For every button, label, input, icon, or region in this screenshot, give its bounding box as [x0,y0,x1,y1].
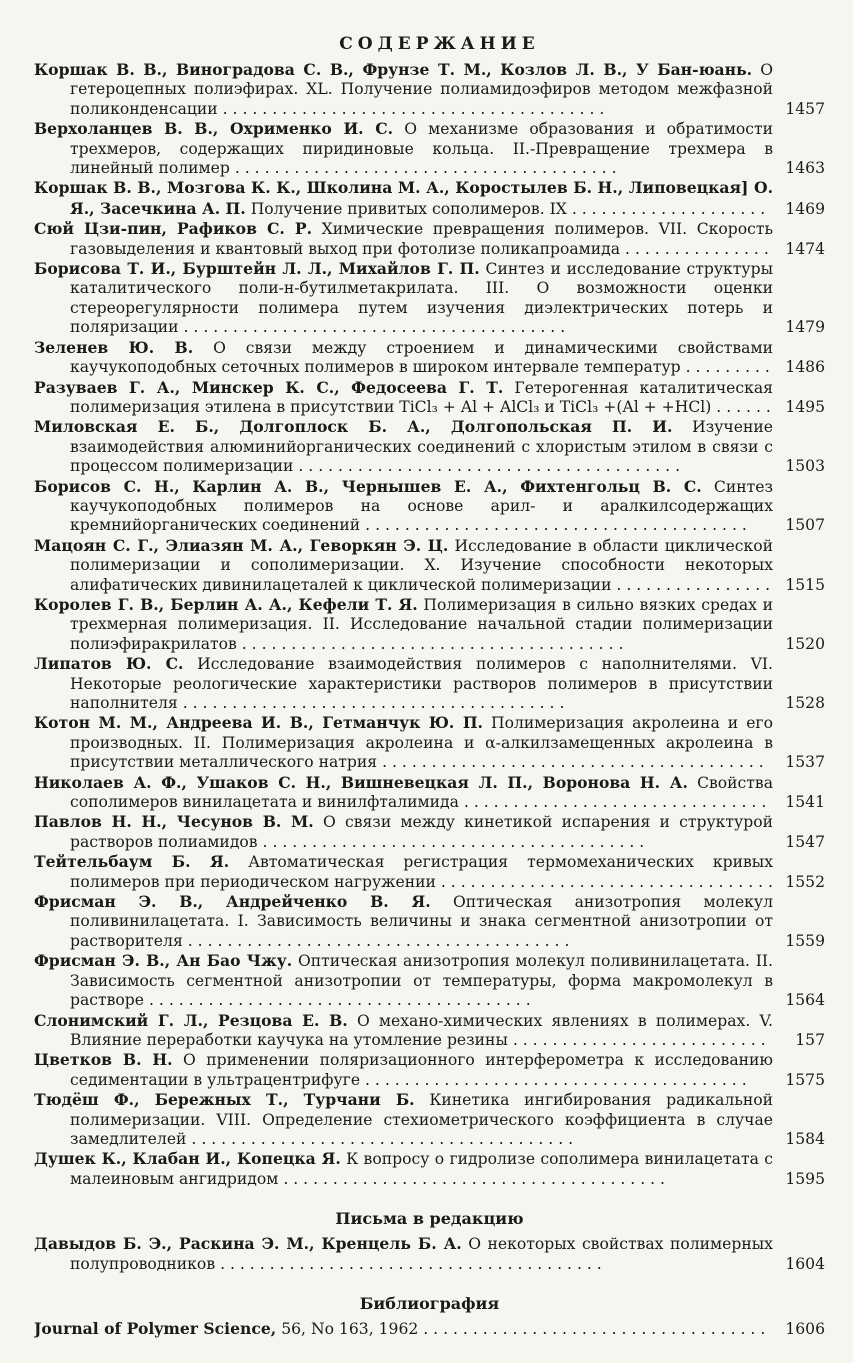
entry-page-number: 1541 [785,793,825,812]
leader-dots: . . . . . . . . . . . . . . . . . . . . . . . . . . . . . . . . . . . . . . . [360,1070,747,1089]
entry-page-number: 1479 [785,318,825,337]
leader-dots: . . . . . . . . . . . . . . . . . . . . . . . . . . . . . . . . . . . . . . . [360,516,747,535]
entry-authors: Николаев А. Ф., Ушаков С. Н., Вишневецкая Л. П., Воронова Н. А. [34,772,688,792]
entry-page-number: 1469 [785,199,825,218]
toc-entry [34,417,825,476]
entry-page-number: 1528 [785,694,825,712]
entry-title: Свойства сополимеров винилацетата и винилфталимида [70,773,773,812]
entry-title: Получение привитых сополимеров. IX [250,199,567,218]
leader-dots: . . . . . . . . . . . . . . . . . . . . . . . . . . . . . . . [458,793,767,812]
entry-title: О связи между строением и динамическими свойствами каучукоподобных сеточных полимеров в широком интервале температур [70,338,773,377]
entry-page-number: 1520 [785,634,825,653]
entry-page-number: 1507 [785,516,825,535]
entry-authors: Зеленев Ю. В. [34,337,194,357]
entry-page-number: 1486 [785,358,825,377]
toc-entry [34,852,825,892]
entry-authors: Коршак В. В., Мозгова К. К., Школина М. А., Коростылев Б. Н., Липовецкая] О. Я., Засечкина А. П. [34,178,773,218]
entry-title: Полимеризация в сильно вязких средах и трехмерная полимеризация. II. Исследование начальной стадии полимеризации полиэфиракрилатов [70,595,773,653]
entry-title: Оптическая анизотропия молекул поливинилацетата. II. Зависимость сегментной анизотропии от температуры, форма макромолекул в растворе [70,952,773,1010]
toc-entry [34,1234,825,1274]
entry-title: Исследование в области циклической полимеризации и сополимеризации. X. Изучение способности некоторых алифатических дивинилацеталей к циклической полимеризации [70,536,773,594]
bibliography-heading: Библиография [359,1293,500,1313]
leader-dots: . . . . . . . . . . . . . . . . . . . . . . . . . . [507,1030,766,1049]
entry-authors: Разуваев Г. А., Минскер К. С., Федосеева Г. Т. [34,377,504,397]
entry-authors: Борисова Т. И., Бурштейн Л. Л., Михайлов Г. П. [34,259,480,279]
entry-page-number: 1575 [785,1070,825,1089]
entry-page-number: 1604 [785,1254,825,1273]
leader-dots: . . . . . . . . . . . . . . . [620,239,769,258]
toc-entry [34,1149,825,1189]
toc-entry [34,338,825,378]
toc-list [34,60,825,1189]
toc-entry [34,60,825,119]
toc-entry [34,536,825,595]
toc-entry [34,378,825,418]
contents-heading: СОДЕРЖАНИЕ [339,34,540,54]
entry-page-number: 1474 [785,239,825,258]
leader-dots: . . . . . . . . . . . . . . . . . . . . . . . . . . . . . . . . . . . . . . . [293,457,681,476]
toc-entry [34,951,825,1010]
entry-page-number: 1606 [785,1319,825,1338]
leader-dots: . . . . . . . . . . . . . . . . . . . . . . . . . . . . . . . . . . . . . . . [217,99,605,118]
leader-dots: . . . . . . . . . . . . . . . . . . . . . . . . . . . . . . . . . . [435,872,773,891]
leader-dots: . . . . . . . . . . . . . . . . . . . . . . . . . . . . . . . . . . . . . . . [215,1254,602,1273]
entry-title: К вопросу о гидролизе сополимера винилацетата с малеиновым ангидридом [70,1150,773,1188]
entry-title: О связи между кинетикой испарения и структурой растворов полиамидов [70,813,773,851]
toc-entry [34,477,825,536]
toc-entry [34,1090,825,1149]
entry-title: 56, No 163, 1962 [281,1319,419,1338]
entry-page-number: 157 [795,1030,825,1049]
entry-title: Изучение взаимодействия алюминийорганических соединений с хлористым этилом в связи с процессом полимеризации [70,418,773,476]
entry-title: Синтез и исследование структуры каталитического поли-н-бутилметакрилата. III. О возможности оценки стереорегулярности полимера путем изучения диэлектрических потерь и поляризации [70,260,773,337]
entry-title: О механо-химических явлениях в полимерах. V. Влияние переработки каучука на утомление резины [70,1011,773,1049]
entry-authors: Цветков В. Н. [34,1050,173,1070]
entry-authors: Верхоланцев В. В., Охрименко И. С. [34,119,394,139]
entry-authors: Мацоян С. Г., Элиазян М. А., Геворкян Э. Ц. [34,535,449,555]
bibliography-list [34,1319,825,1339]
entry-page-number: 1463 [785,159,825,178]
toc-entry [34,119,825,178]
toc-entry [34,1319,825,1339]
toc-entry [34,178,825,219]
leader-dots: . . . . . . [711,397,771,416]
entry-page-number: 1503 [785,457,825,476]
entry-authors: Journal of Polymer Science, [34,1318,277,1338]
toc-entry [34,1050,825,1090]
entry-title: Полимеризация акролеина и его производных. II. Полимеризация акролеина и α-алкилзамещенных акролеина в присутствии металлического натрия [70,714,773,772]
entry-title: О применении поляризационного интерферометра к исследованию седиментации в ультрацентрифуге [70,1051,773,1089]
entry-title: Исследование взаимодействия полимеров с наполнителями. VI. Некоторые реологические характеристики растворов полимеров в присутствии наполнителя [70,655,773,712]
entry-authors: Тюдёш Ф., Бережных Т., Турчани Б. [34,1090,415,1110]
entry-title: Кинетика ингибирования радикальной полимеризации. VIII. Определение стехиометрического коэффициента в случае замедлителей [70,1091,773,1148]
leader-dots: . . . . . . . . . . . . . . . . . . . . . . . . . . . . . . . . . . . . . . . [144,991,531,1010]
entry-title: О гетероцепных полиэфирах. XL. Получение полиамидоэфиров методом межфазной поликонденсации [70,61,773,118]
entry-authors: Королев Г. В., Берлин А. А., Кефели Т. Я. [34,594,418,614]
entry-title: Оптическая анизотропия молекул поливинилацетата. I. Зависимость величины и знака сегментной анизотропии от растворителя [70,893,773,950]
leader-dots: . . . . . . . . . . . . . . . . . . . . . . . . . . . . . . . . . . . . . . . [178,318,566,337]
toc-entry [34,773,825,813]
toc-entry [34,812,825,852]
toc-entry [34,1011,825,1051]
entry-authors: Котон М. М., Андреева И. В., Гетманчук Ю. П. [34,713,483,733]
entry-page-number: 1552 [785,872,825,891]
entry-page-number: 1495 [785,397,825,416]
entry-title: Гетерогенная каталитическая полимеризация этилена в присутствии TiCl₃ + Al + AlCl₃ и TiCl₃ +(Al + +HCl) [70,378,773,416]
entry-authors: Слонимский Г. Л., Резцова Е. В. [34,1010,348,1030]
entry-authors: Липатов Ю. С. [34,654,184,674]
leader-dots: . . . . . . . . . [680,358,770,377]
leader-dots: . . . . . . . . . . . . . . . . . . . . . . . . . . . . . . . . . . . . . . . [186,1129,574,1148]
entry-page-number: 1537 [785,753,825,772]
leader-dots: . . . . . . . . . . . . . . . . . . . . . . . . . . . . . . . . . . . . . . . [257,832,645,851]
leader-dots: . . . . . . . . . . . . . . . . [611,575,771,594]
entry-authors: Давыдов Б. Э., Раскина Э. М., Кренцель Б. А. [34,1234,462,1254]
entry-title: Химические превращения полимеров. VII. Скорость газовыделения и квантовый выход при фотолизе поликапроамида [70,220,773,258]
toc-entry [34,259,825,338]
entry-page-number: 1564 [785,991,825,1010]
toc-entry [34,892,825,951]
entry-page-number: 1559 [785,931,825,950]
toc-entry [34,713,825,772]
leader-dots: . . . . . . . . . . . . . . . . . . . . . . . . . . . . . . . . . . . . . . . [278,1169,666,1188]
leader-dots: . . . . . . . . . . . . . . . . . . . . . . . . . . . . . . . . . . . . . . . [177,694,565,712]
entry-page-number: 1584 [785,1129,825,1148]
toc-entry [34,654,825,713]
entry-authors: Сюй Цзи-пин, Рафиков С. Р. [34,219,313,239]
entry-page-number: 1457 [785,99,825,118]
entry-authors: Борисов С. Н., Карлин А. В., Чернышев Е. А., Фихтенгольц В. С. [34,476,702,496]
toc-entry [34,595,825,654]
leader-dots: . . . . . . . . . . . . . . . . . . . . . . . . . . . . . . . . . . . . . . . [236,634,624,653]
leader-dots: . . . . . . . . . . . . . . . . . . . . . . . . . . . . . . . . . . . . . . . [182,931,570,950]
entry-page-number: 1595 [785,1169,825,1188]
entry-title: Автоматическая регистрация термомеханических кривых полимеров при периодическом нагружении [70,853,773,891]
entry-authors: Фрисман Э. В., Ан Бао Чжу. [34,951,293,971]
leader-dots: . . . . . . . . . . . . . . . . . . . . [566,199,766,218]
leader-dots: . . . . . . . . . . . . . . . . . . . . . . . . . . . . . . . . . . . [418,1319,766,1338]
entry-authors: Миловская Е. Б., Долгоплоск Б. А., Долгопольская П. И. [34,417,673,437]
entry-authors: Павлов Н. Н., Чесунов В. М. [34,812,314,832]
entry-authors: Коршак В. В., Виноградова С. В., Фрунзе Т. М., Козлов Л. В., У Бан-юань. [34,60,753,79]
entry-authors: Душек К., Клабан И., Копецка Я. [34,1149,341,1169]
entry-page-number: 1547 [785,832,825,851]
entry-title: Синтез каучукоподобных полимеров на основе арил- и аралкилсодержащих кремнийорганических соединений [70,477,773,535]
leader-dots: . . . . . . . . . . . . . . . . . . . . . . . . . . . . . . . . . . . . . . . [229,159,617,178]
letters-heading: Письма в редакцию [335,1209,524,1229]
entry-title: О некоторых свойствах полимерных полупроводников [70,1235,773,1273]
letters-list [34,1234,825,1274]
toc-entry [34,219,825,259]
entry-page-number: 1515 [785,575,825,594]
leader-dots: . . . . . . . . . . . . . . . . . . . . . . . . . . . . . . . . . . . . . . . [377,753,764,772]
entry-title: О механизме образования и обратимости трехмеров, содержащих пиридиновые кольца. II.-Превращение трехмера в линейный полимер [70,120,773,178]
entry-authors: Тейтельбаум Б. Я. [34,852,230,872]
entry-authors: Фрисман Э. В., Андрейченко В. Я. [34,892,431,912]
